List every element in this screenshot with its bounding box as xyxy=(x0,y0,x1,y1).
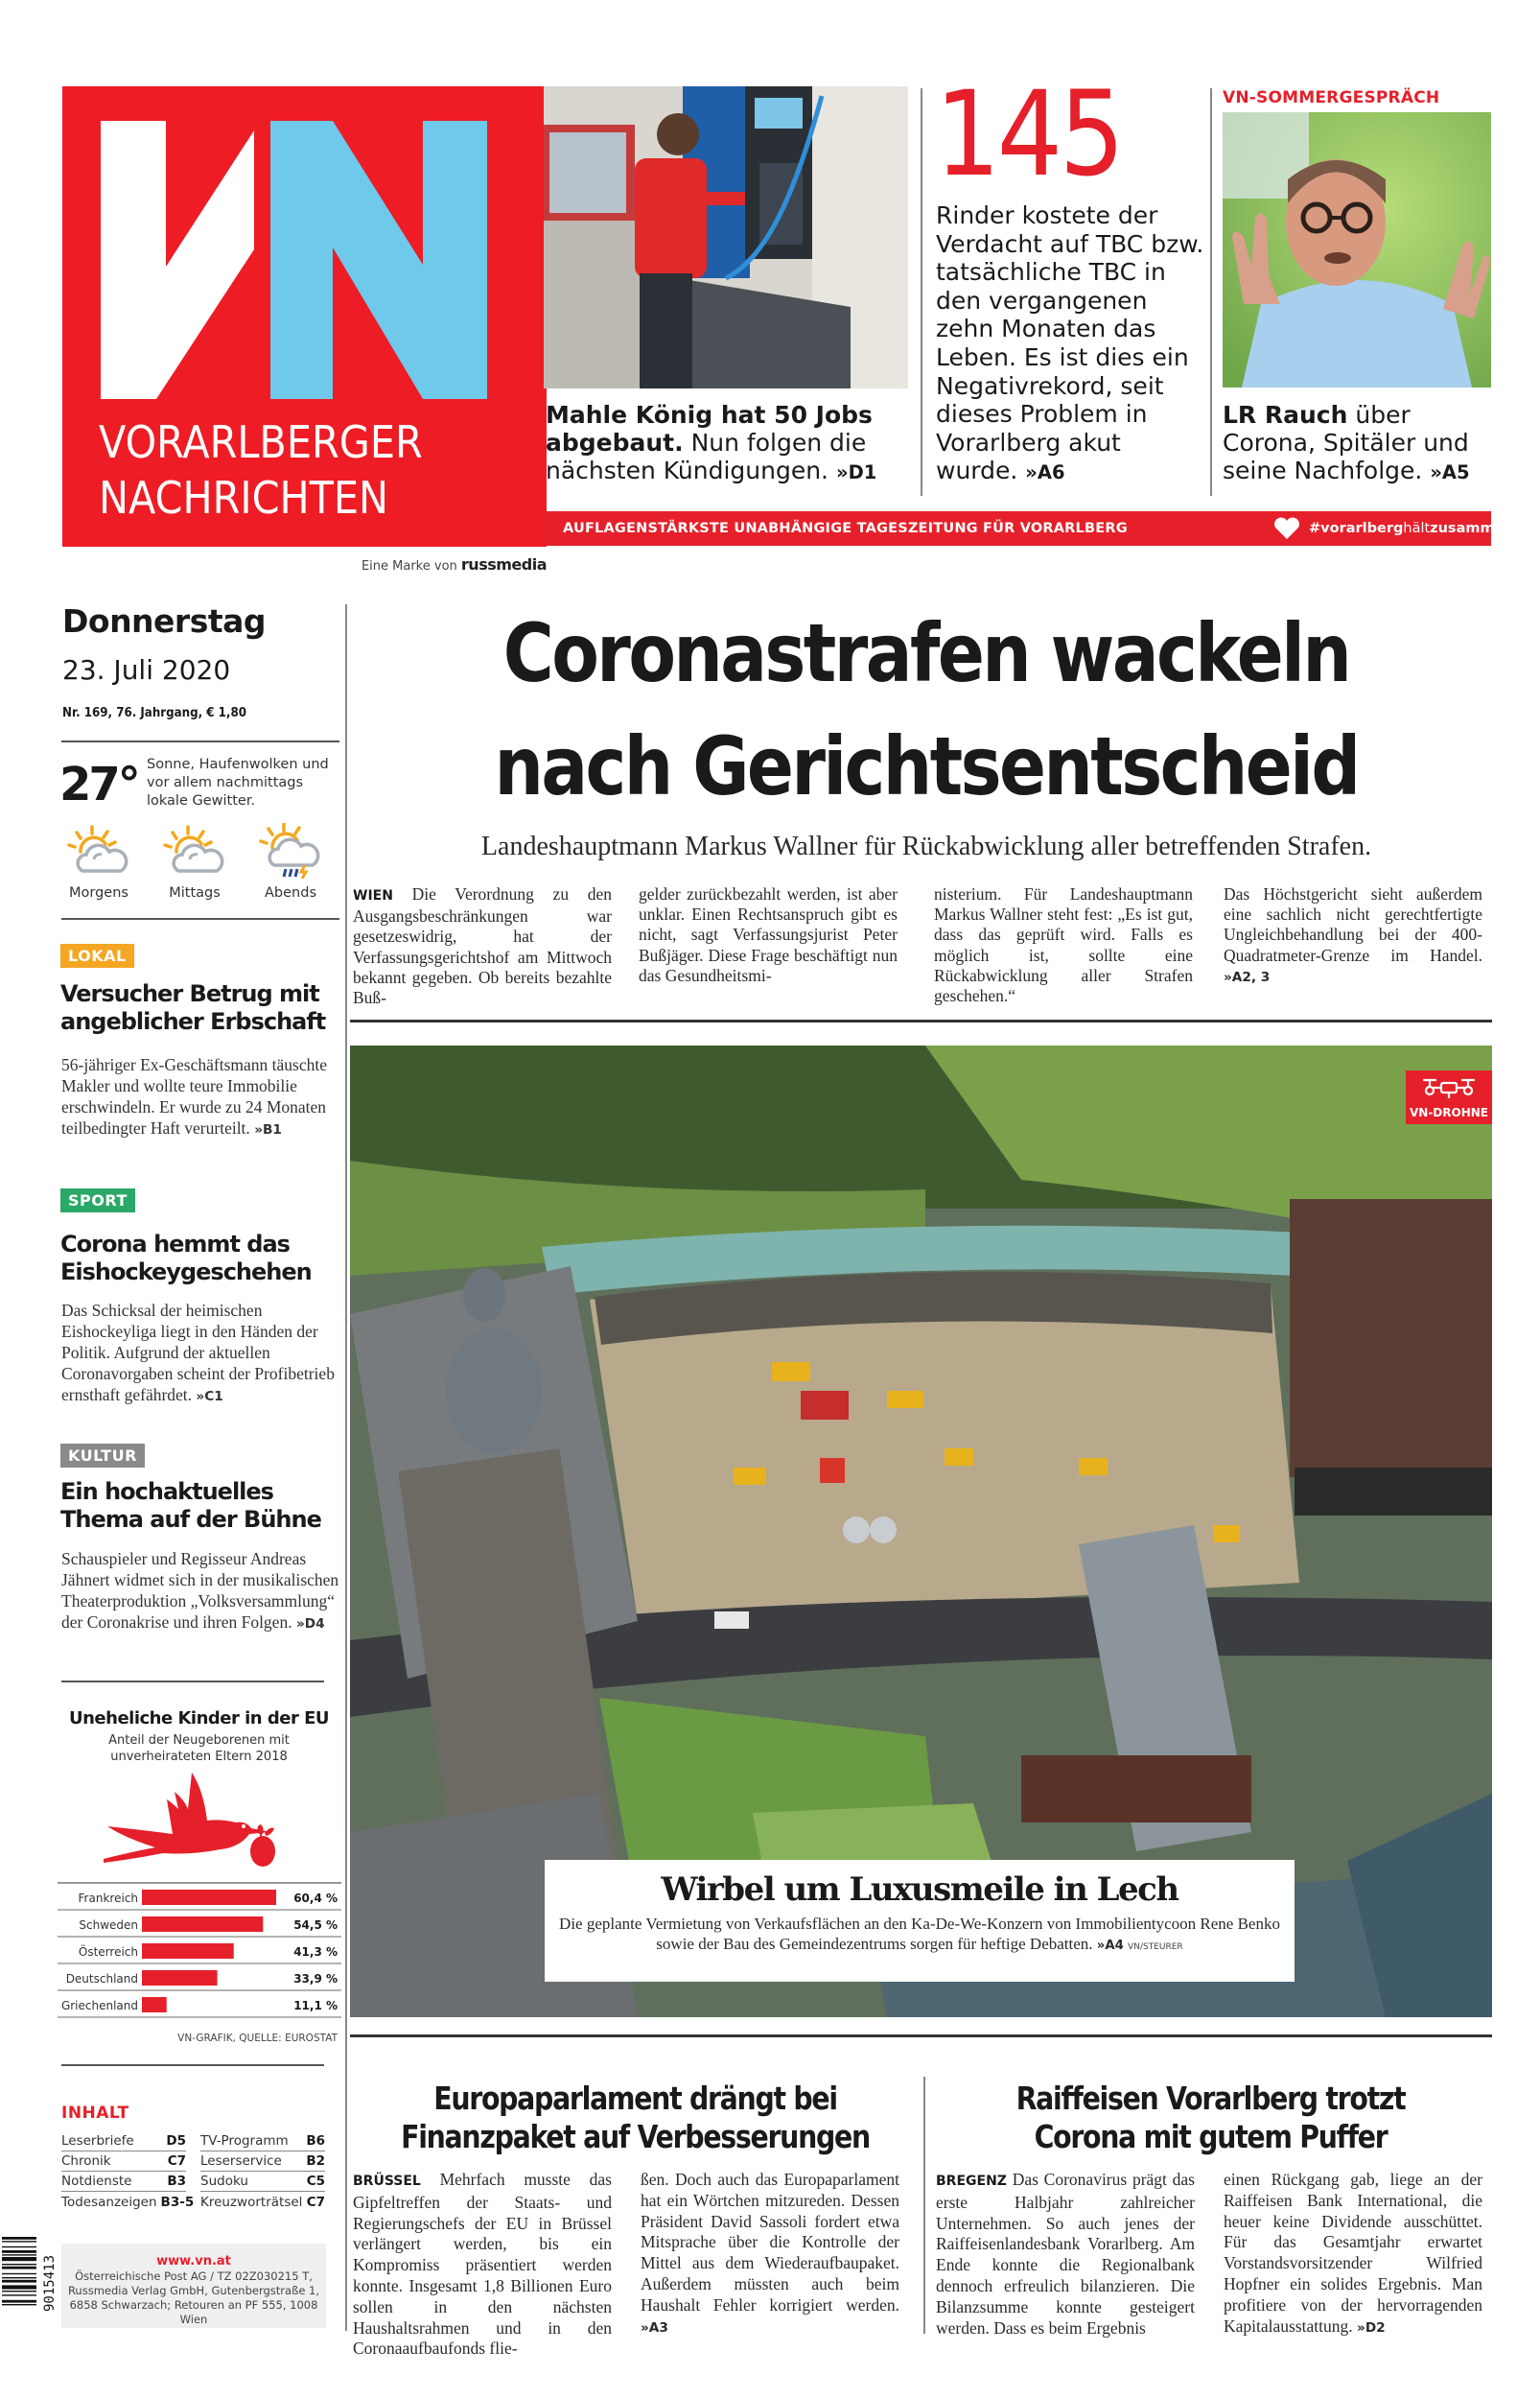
teaser-jobs-text: Nun folgen die nächsten Kündigungen. xyxy=(546,429,867,484)
bottom-story-headline-line1: Raiffeisen Vorarlberg trotzt xyxy=(1015,2080,1406,2117)
tagline-text: AUFLAGENSTÄRKSTE UNABHÄNGIGE TAGESZEITUNG FÜR VORARLBERG xyxy=(563,521,1128,536)
barcode-bar xyxy=(2,2300,36,2303)
side-story-ref[interactable]: »B1 xyxy=(254,1122,282,1138)
lead-column-text: Das Höchstgericht sieht außerdem eine sachlich nicht gerechtfertigte Ungleichbehandlung bei der 400-Quadratmeter-Grenze im Handel. xyxy=(1224,884,1482,965)
bottom-story-column xyxy=(353,2170,612,2360)
hashtag-part1: #vorarlberg xyxy=(1309,521,1404,536)
stork-icon xyxy=(96,1771,288,1876)
divider xyxy=(61,741,339,742)
teaser-rauch-caption[interactable] xyxy=(1223,401,1496,486)
lead-column-3 xyxy=(934,884,1193,1006)
contents-label: Sudoku xyxy=(200,2174,248,2189)
teaser-jobs-ref[interactable]: »D1 xyxy=(835,461,877,483)
portrait-photo[interactable] xyxy=(1223,112,1491,388)
bottom-story-column xyxy=(1224,2170,1482,2339)
logo-wordmark-line1: VORARLBERGER xyxy=(99,418,423,466)
returns-address: 6858 Schwarzach; Retouren an PF 555, 1008 Wien xyxy=(69,2298,318,2326)
temperature: 27° xyxy=(59,758,138,811)
section-tag-sport[interactable]: SPORT xyxy=(60,1188,135,1212)
bottom-story-ref[interactable]: »A3 xyxy=(641,2319,668,2336)
bottom-story-headline[interactable] xyxy=(360,2080,911,2156)
divider xyxy=(61,918,339,920)
barcode-bar xyxy=(2,2246,36,2247)
photo-story-ref[interactable]: »A4 xyxy=(1096,1939,1124,1953)
bottom-story-headline[interactable] xyxy=(935,2080,1486,2156)
column-divider xyxy=(921,88,922,496)
barcode-bar xyxy=(2,2280,36,2283)
weather-morning-label: Morgens xyxy=(69,885,128,901)
contents-title: INHALT xyxy=(61,2104,129,2123)
teaser-jobs-headline: Mahle König hat 50 Jobs abgebaut. xyxy=(546,401,873,457)
column-divider xyxy=(345,604,347,2331)
lead-column-2 xyxy=(639,884,898,986)
contents-right-column xyxy=(200,2131,325,2212)
bottom-story-text: Das Coronavirus prägt das erste Halbjahr zahlreicher Unternehmen. So auch jenes der Raiffeisenlandesbank Vorarlberg. Am Ende konnte die Regionalbank dennoch erfreulich bilanzieren. Die Bilanzsumme konnte gesteigert werden. Dass es beim Ergebnis xyxy=(936,2170,1195,2338)
section-tag-kultur[interactable]: KULTUR xyxy=(60,1444,145,1468)
chart-bar xyxy=(142,1997,167,2012)
bottom-story-dateline: BREGENZ xyxy=(936,2174,1007,2189)
barcode-bar xyxy=(2,2257,36,2261)
barcode-bar xyxy=(2,2267,36,2269)
chart-category-label: Griechenland xyxy=(60,1999,138,2012)
teaser-number-ref[interactable]: »A6 xyxy=(1025,461,1065,484)
portrait-illustration xyxy=(1223,112,1491,388)
contents-label: Leserbriefe xyxy=(61,2133,134,2149)
side-story-body: Das Schicksal der heimischen Eishockeyliga liegt in den Händen der Politik. Aufgrund der aktuellen Coronavorgaben scheint der Profibetrieb ernsthaft gefährdet. xyxy=(61,1301,335,1404)
weekday: Donnerstag xyxy=(62,602,267,640)
contents-item[interactable] xyxy=(61,2192,195,2212)
barcode-bar xyxy=(2,2291,36,2292)
lead-headline-line1: Coronastrafen wackeln xyxy=(502,606,1350,700)
contents-item[interactable] xyxy=(200,2192,325,2212)
divider xyxy=(61,1681,324,1682)
contents-label: Leserservice xyxy=(200,2153,282,2169)
bottom-story-dateline: BRÜSSEL xyxy=(353,2174,421,2189)
chart-category-label: Deutschland xyxy=(65,1972,138,1986)
contents-page: B2 xyxy=(306,2153,325,2169)
bottom-story-headline-line2: Corona mit gutem Puffer xyxy=(1034,2118,1388,2155)
lead-dateline: WIEN xyxy=(353,888,393,904)
barcode-bar xyxy=(2,2250,36,2253)
section-rule xyxy=(350,1020,1492,1023)
lead-column-text: Die Verordnung zu den Ausgangsbeschränkungen war gesetzeswidrig, hat der Verfassungsgerichtshof am Mittwoch bekannt gegeben. Ob bereits bezahlte Buß- xyxy=(353,884,613,1008)
teaser-rauch-headline: LR Rauch xyxy=(1223,401,1348,429)
issue-number-price: Nr. 169, 76. Jahrgang, € 1,80 xyxy=(62,705,246,720)
bottom-story-column xyxy=(936,2170,1195,2339)
photo-caption-box[interactable] xyxy=(545,1860,1295,1982)
teaser-number-text[interactable] xyxy=(936,201,1204,487)
barcode-bar xyxy=(2,2294,36,2295)
barcode-number: 9015413 xyxy=(42,2254,58,2312)
chart-value-label: 54,5 % xyxy=(293,1918,338,1932)
issue-date: 23. Juli 2020 xyxy=(62,654,231,686)
side-story-text xyxy=(61,1054,339,1140)
contents-item[interactable] xyxy=(200,2131,325,2151)
website-link[interactable]: www.vn.at xyxy=(156,2254,231,2269)
chart-category-label: Frankreich xyxy=(78,1892,138,1905)
contents-left-column xyxy=(61,2131,195,2212)
section-rule xyxy=(350,2034,1492,2037)
weather-evening-label: Abends xyxy=(265,885,316,901)
weather-evening xyxy=(247,823,334,902)
drone-badge-label: VN-DROHNE xyxy=(1410,1106,1488,1119)
weather-midday xyxy=(152,823,238,902)
chart-value-label: 60,4 % xyxy=(293,1892,338,1905)
photo-credit: VN/STEURER xyxy=(1128,1942,1183,1952)
vn-logo[interactable] xyxy=(62,86,547,547)
column-divider xyxy=(923,2077,925,2334)
weather-morning xyxy=(56,823,142,902)
chart-bar xyxy=(142,1943,234,1959)
lead-column-1 xyxy=(353,884,612,1008)
contents-table xyxy=(61,2131,326,2216)
contents-label: Kreuzworträtsel xyxy=(200,2195,303,2210)
side-story-headline[interactable]: Ein hochaktuelles Thema auf der Bühne xyxy=(60,1478,321,1533)
lead-column-text: gelder zurückbezahlt werden, ist aber unklar. Einen Rechtsanspruch gibt es nicht, sagt Verfassungsjurist Peter Bußjäger. Diese Frage beschäftigt nun das Gesundheitsmi- xyxy=(639,884,898,985)
lead-headline[interactable] xyxy=(361,597,1492,823)
contents-page: C5 xyxy=(306,2174,325,2189)
interview-label: VN-SOMMERGESPRÄCH xyxy=(1223,88,1440,107)
barcode-bar xyxy=(2,2277,36,2278)
barcode-bar xyxy=(2,2241,36,2242)
chart-bar xyxy=(142,1970,218,1986)
side-story-headline[interactable]: Corona hemmt das Eishockeygeschehen xyxy=(60,1231,312,1285)
barcode-icon xyxy=(2,2237,38,2329)
publisher-line xyxy=(288,556,547,576)
contents-label: Chronik xyxy=(61,2153,111,2169)
chart-title: Uneheliche Kinder in der EU xyxy=(68,1708,330,1728)
bar-chart xyxy=(58,1880,341,2024)
chart-bar xyxy=(142,1890,276,1905)
tagline-strip xyxy=(544,511,1514,546)
barcode-bar xyxy=(2,2304,36,2305)
machine-worker-photo[interactable] xyxy=(544,86,908,388)
contents-page: B3 xyxy=(167,2174,186,2189)
contents-page: C7 xyxy=(167,2153,186,2169)
publisher-prefix: Eine Marke von xyxy=(361,559,457,574)
hashtag[interactable] xyxy=(1309,520,1514,537)
contents-label: Notdienste xyxy=(61,2174,132,2189)
logo-wordmark-line2: NACHRICHTEN xyxy=(99,474,389,522)
sun-cloud-icon xyxy=(65,823,132,879)
bottom-story-text: einen Rückgang gab, liege an der Raiffeisen Bank International, die heuer keine Dividende ausschüttet. Für das Gesamtjahr erwartet Vorstandsvorsitzender Wilfried Hopfner ein solides Ergebnis. Man profitiere von der hervorragenden Kapitalausstattung. xyxy=(1224,2170,1482,2336)
photo-story-body: Die geplante Vermietung von Verkaufsflächen an den Ka-De-We-Konzern von Immobilientycoon Rene Benko sowie der Bau des Gemeindezentrums sorgen für heftige Debatten. xyxy=(559,1915,1280,1953)
divider xyxy=(61,2064,324,2066)
contents-item[interactable] xyxy=(61,2151,186,2172)
contents-page: B3-5 xyxy=(160,2195,195,2210)
teaser-jobs-caption[interactable] xyxy=(546,401,910,486)
factory-photo-illustration xyxy=(544,86,908,388)
section-tag-lokal[interactable]: LOKAL xyxy=(60,944,134,968)
bottom-story-headline-line1: Europaparlament drängt bei xyxy=(433,2080,837,2117)
bottom-story-column xyxy=(641,2170,899,2339)
lead-headline-line2: nach Gerichtsentscheid xyxy=(494,719,1359,813)
photo-story-text xyxy=(545,1914,1295,1958)
chart-value-label: 11,1 % xyxy=(293,1999,338,2012)
contents-item[interactable] xyxy=(61,2172,186,2192)
postal-info: Österreichische Post AG / TZ 02Z030215 T, xyxy=(75,2269,313,2283)
drone-badge xyxy=(1406,1070,1492,1124)
contents-label: TV-Programm xyxy=(200,2133,289,2149)
contents-item[interactable] xyxy=(200,2151,325,2172)
chart-bar xyxy=(142,1916,263,1932)
teaser-number-body: Rinder kostete der Verdacht auf TBC bzw. tatsächliche TBC in den vergangenen zehn Monaten das Leben. Es ist dies ein Negativrekord, seit dieses Problem in Vorarlberg akut wurde. xyxy=(936,201,1204,485)
barcode-bar xyxy=(2,2273,36,2274)
lead-column-4 xyxy=(1224,884,1482,988)
bottom-story-headline-line2: Finanzpaket auf Verbesserungen xyxy=(401,2118,870,2155)
teaser-rauch-text: über Corona, Spitäler und seine Nachfolge. xyxy=(1223,401,1469,484)
weather-description: Sonne, Haufenwolken und vor allem nachmittags lokale Gewitter. xyxy=(147,757,329,809)
side-story-text xyxy=(61,1300,339,1407)
bottom-story-text: ßen. Doch auch das Europaparlament hat ein Wörtchen mitzureden. Dessen Präsident David Sassoli fordert etwa Mitsprache über die Kontrolle der Mittel aus dem Wiederaufbaupaket. Außerdem müssten auch beim Haushalt Fehler korrigiert werden. xyxy=(641,2170,899,2315)
publisher-name: russmedia xyxy=(460,555,547,574)
big-number: 145 xyxy=(935,66,1122,202)
weather-midday-label: Mittags xyxy=(169,885,221,901)
hashtag-part2: hält xyxy=(1403,521,1431,536)
drone-icon xyxy=(1422,1075,1476,1100)
heart-icon xyxy=(1272,517,1301,540)
contents-page: D5 xyxy=(166,2133,186,2149)
side-story-text xyxy=(61,1548,339,1634)
column-divider xyxy=(1210,88,1212,496)
side-story-body: 56-jähriger Ex-Geschäftsmann täuschte Makler und wollte teure Immobilie erschwindeln. Er wurde zu 24 Monaten teilbedingter Haft verurteilt. xyxy=(61,1055,327,1138)
aerial-construction-photo[interactable] xyxy=(350,1046,1492,2017)
contents-item[interactable] xyxy=(200,2172,325,2192)
chart-category-label: Schweden xyxy=(79,1918,138,1932)
sun-cloud-thunder-icon xyxy=(257,823,324,879)
side-story-ref[interactable]: »C1 xyxy=(196,1389,223,1404)
contents-item[interactable] xyxy=(61,2131,186,2151)
publisher-info xyxy=(61,2244,326,2328)
chart-value-label: 33,9 % xyxy=(293,1972,338,1986)
barcode-bar xyxy=(2,2237,36,2240)
publisher-address: Russmedia Verlag GmbH, Gutenbergstraße 1, xyxy=(67,2284,320,2297)
lead-column-text: nisterium. Für Landeshauptmann Markus Wallner steht fest: „Es ist gut, dass das geprüft wird. Falls es möglich ist, sollte eine Rückabwicklung aller Strafen geschehen.“ xyxy=(934,884,1193,1006)
lead-subhead: Landeshauptmann Markus Wallner für Rückabwicklung aller betreffenden Strafen. xyxy=(480,832,1372,861)
lead-ref[interactable]: »A2, 3 xyxy=(1224,969,1271,985)
teaser-rauch-ref[interactable]: »A5 xyxy=(1430,461,1470,483)
contents-label: Todesanzeigen xyxy=(61,2195,157,2210)
bottom-story-ref[interactable]: »D2 xyxy=(1357,2319,1386,2336)
contents-page: C7 xyxy=(306,2195,325,2210)
chart-source: VN-GRAFIK, QUELLE: EUROSTAT xyxy=(177,2033,338,2044)
side-story-headline[interactable]: Versucher Betrug mit angeblicher Erbschaft xyxy=(60,980,326,1035)
hashtag-part3: zusammen xyxy=(1430,521,1514,536)
side-story-ref[interactable]: »D4 xyxy=(295,1616,325,1632)
side-story-body: Schauspieler und Regisseur Andreas Jähnert widmet sich in der musikalischen Theaterproduktion „Volksversammlung“ der Coronakrise und ihren Folgen. xyxy=(61,1549,339,1632)
chart-subtitle: Anteil der Neugeborenen mit unverheirateten Eltern 2018 xyxy=(108,1733,290,1764)
photo-story-title: Wirbel um Luxusmeile in Lech xyxy=(661,1870,1178,1909)
bottom-story-text: Mehrfach musste das Gipfeltreffen der Staats- und Regierungschefs der EU in Brüssel verlängert werden, bis ein Kompromiss präsentiert werden konnte. Insgesamt 1,8 Billionen Euro sollen in den nächsten Haushaltsrahmen und in den Coronaaufbaufonds flie- xyxy=(353,2170,612,2359)
sun-cloud-icon xyxy=(161,823,228,879)
chart-category-label: Österreich xyxy=(78,1945,138,1959)
contents-page: B6 xyxy=(306,2133,325,2149)
barcode xyxy=(2,2237,58,2329)
barcode-bar xyxy=(2,2264,36,2265)
chart-value-label: 41,3 % xyxy=(293,1945,338,1959)
barcode-bar xyxy=(2,2254,36,2255)
barcode-bar xyxy=(2,2285,36,2289)
